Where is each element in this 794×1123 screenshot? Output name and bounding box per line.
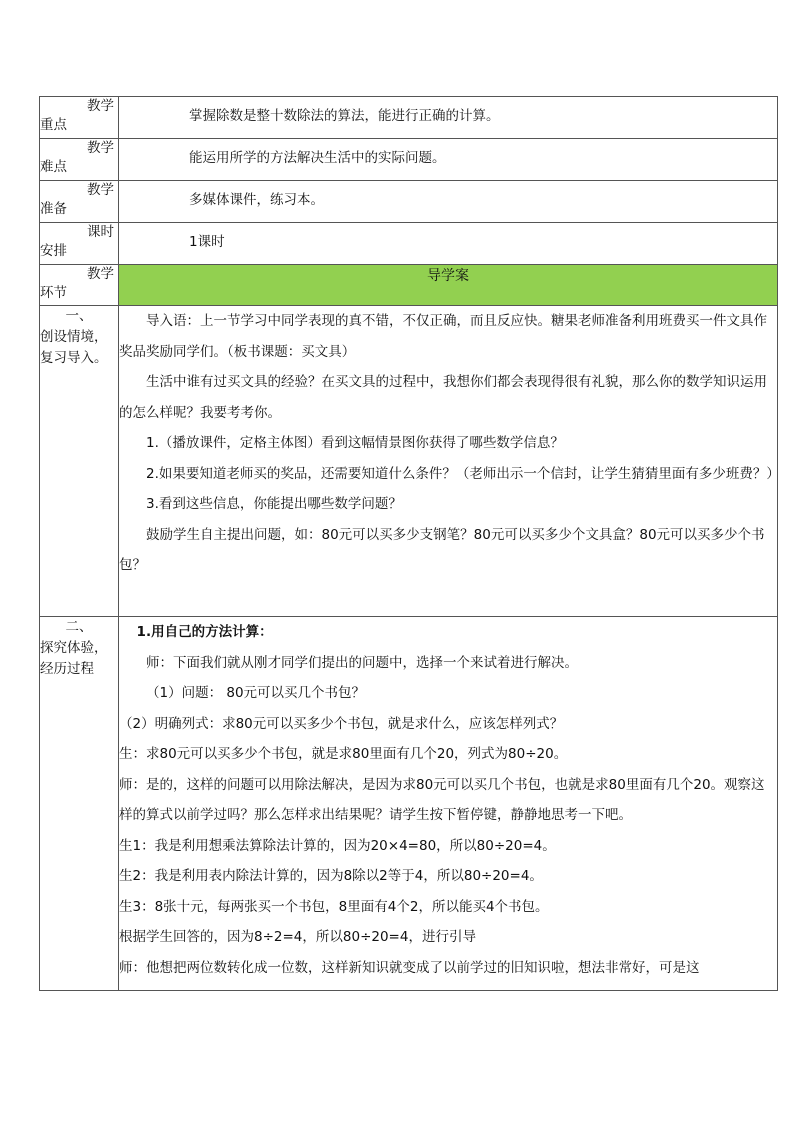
paragraph: 鼓励学生自主提出问题，如：80元可以买多少支钢笔？80元可以买多少个文具盒？80元可以买多少个书包？ bbox=[119, 526, 765, 573]
section-heading: 1.用自己的方法计算： bbox=[136, 624, 273, 640]
row-content: 多媒体课件，练习本。 bbox=[119, 181, 778, 223]
paragraph: 生3：8张十元，每两张买一个书包，8里面有4个2，所以能买4个书包。 bbox=[119, 898, 549, 915]
row-teaching-stage bbox=[40, 265, 778, 306]
paragraph: （1）问题： 80元可以买几个书包？ bbox=[146, 685, 366, 701]
section-title: 创设情境，复习导入。 bbox=[40, 329, 108, 366]
paragraph: 导入语：上一节学习中同学表现的真不错，不仅正确，而且反应快。糖果老师准备利用班费买一件文具作奖品奖励同学们。（板书课题：买文具） bbox=[119, 313, 767, 360]
row-section-2 bbox=[40, 617, 778, 991]
label-top: 教学 bbox=[87, 266, 114, 282]
paragraph: 师：他想把两位数转化成一位数，这样新知识就变成了以前学过的旧知识啦，想法非常好，可是这 bbox=[119, 959, 700, 976]
row-content: 1课时 bbox=[119, 223, 778, 265]
row-schedule bbox=[40, 223, 778, 265]
paragraph: 2.如果要知道老师买的奖品，还需要知道什么条件？（老师出示一个信封，让学生猜猜里面有多少班费？） bbox=[146, 465, 780, 482]
lesson-plan-table bbox=[39, 96, 778, 991]
row-preparation bbox=[40, 181, 778, 223]
label-bottom: 安排 bbox=[40, 243, 67, 259]
paragraph: （2）明确列式：求80元可以买多少个书包，就是求什么，应该怎样列式？ bbox=[119, 715, 564, 732]
row-label bbox=[40, 265, 119, 306]
section-2-label bbox=[40, 617, 119, 991]
row-difficulties bbox=[40, 139, 778, 181]
label-top: 课时 bbox=[87, 224, 114, 240]
paragraph: 3.看到这些信息，你能提出哪些数学问题？ bbox=[146, 496, 402, 512]
paragraph: 生1：我是利用想乘法算除法计算的，因为20×4=80，所以80÷20=4。 bbox=[119, 837, 556, 854]
label-top: 教学 bbox=[87, 182, 114, 198]
section-number: 二、 bbox=[65, 619, 93, 635]
row-section-1 bbox=[40, 306, 778, 617]
label-bottom: 重点 bbox=[40, 117, 67, 133]
section-2-body bbox=[119, 617, 778, 991]
guide-header: 导学案 bbox=[119, 265, 778, 306]
paragraph: 生活中谁有过买文具的经验？在买文具的过程中，我想你们都会表现得很有礼貌，那么你的数学知识运用的怎么样呢？我要考考你。 bbox=[119, 374, 767, 421]
section-1-label bbox=[40, 306, 119, 617]
row-label bbox=[40, 223, 119, 265]
row-label bbox=[40, 97, 119, 139]
label-top: 教学 bbox=[87, 140, 114, 156]
paragraph: 根据学生回答的，因为8÷2=4，所以80÷20=4，进行引导 bbox=[119, 929, 476, 945]
paragraph: 1.（播放课件，定格主体图）看到这幅情景图你获得了哪些数学信息？ bbox=[146, 435, 564, 451]
paragraph: 生：求80元可以买多少个书包，就是求80里面有几个20，列式为80÷20。 bbox=[119, 746, 568, 762]
paragraph: 生2：我是利用表内除法计算的，因为8除以2等于4，所以80÷20=4。 bbox=[119, 868, 543, 884]
row-key-points bbox=[40, 97, 778, 139]
row-content: 掌握除数是整十数除法的算法，能进行正确的计算。 bbox=[119, 97, 778, 139]
row-label bbox=[40, 139, 119, 181]
label-bottom: 环节 bbox=[40, 285, 67, 301]
paragraph: 师：下面我们就从刚才同学们提出的问题中，选择一个来试着进行解决。 bbox=[146, 654, 578, 671]
label-bottom: 难点 bbox=[40, 159, 67, 175]
section-number: 一、 bbox=[65, 308, 93, 324]
paragraph: 师：是的，这样的问题可以用除法解决，是因为求80元可以买几个书包，也就是求80里面有几个20。观察这样的算式以前学过吗？那么怎样求出结果呢？请学生按下暂停键，静静地思考一下吧。 bbox=[119, 776, 765, 823]
section-title: 探究体验，经历过程 bbox=[40, 640, 108, 677]
section-1-body bbox=[119, 306, 778, 617]
row-label bbox=[40, 181, 119, 223]
label-top: 教学 bbox=[87, 98, 114, 114]
label-bottom: 准备 bbox=[40, 201, 67, 217]
row-content: 能运用所学的方法解决生活中的实际问题。 bbox=[119, 139, 778, 181]
